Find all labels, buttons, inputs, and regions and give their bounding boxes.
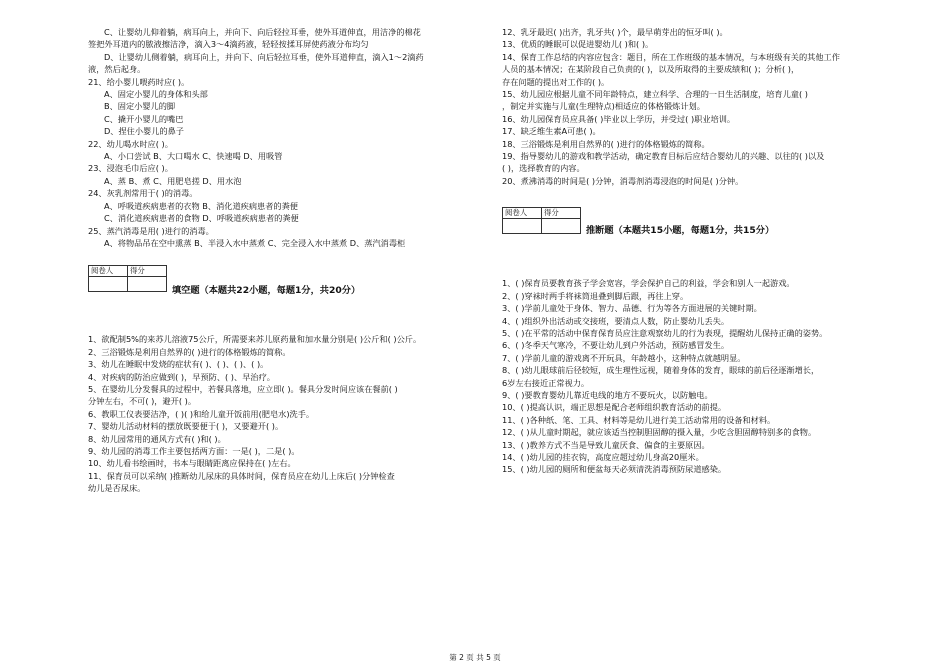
option-line: A、固定小婴儿的身体和头部 bbox=[104, 89, 208, 100]
right-bottom-lines bbox=[502, 277, 902, 476]
question-line: 13、( )教养方式不当是导致儿童厌食、偏食的主要原因。 bbox=[502, 439, 710, 450]
question-line: 24、灰乳剂常用于( )的消毒。 bbox=[88, 188, 198, 199]
score-box bbox=[502, 207, 581, 234]
option-line: D、捏住小婴儿的鼻子 bbox=[104, 126, 184, 137]
question-line: 2、三浴锻炼是利用自然界的( )进行的体格锻炼的简称。 bbox=[88, 346, 291, 357]
question-line: 7、( )学前儿童的游戏离不开玩具，年龄越小，这种特点就越明显。 bbox=[502, 352, 746, 363]
question-line: ( )，选择教育的内容。 bbox=[502, 163, 585, 174]
score-box-score-cell bbox=[542, 219, 581, 234]
fill-section-title: 填空题（本题共22小题，每题1分，共20分） bbox=[172, 285, 361, 297]
option-line: C、消化道疾病患者的食物 D、呼吸道疾病患者的粪便 bbox=[104, 213, 299, 224]
option-line: B、固定小婴儿的脚 bbox=[104, 101, 176, 112]
question-line: 16、幼儿园保育员应具备( )毕业以上学历，并受过( )职业培训。 bbox=[502, 113, 736, 124]
option-line: A、小口尝试 B、大口喝水 C、快速喝 D、用吸管 bbox=[104, 151, 283, 162]
score-box bbox=[88, 265, 167, 292]
question-line: 10、( )提高认识，端正思想是配合老师组织教育活动的前提。 bbox=[502, 402, 727, 413]
score-box-grader-label: 阅卷人 bbox=[503, 208, 542, 219]
question-line: 17、缺乏维生素A可患( )。 bbox=[502, 126, 601, 137]
score-box-score-label: 得分 bbox=[128, 266, 167, 277]
option-line: A、将物品吊在空中熏蒸 B、半浸入水中蒸煮 C、完全浸入水中蒸煮 D、蒸汽消毒柜 bbox=[104, 237, 406, 248]
question-line: 6岁左右接近正常视力。 bbox=[502, 377, 590, 388]
question-line: 存在问题的提出对工作的( )。 bbox=[502, 76, 610, 87]
left-bottom-lines bbox=[88, 333, 488, 494]
question-line: 7、婴幼儿活动材料的摆放既要便于( )，又要避开( )。 bbox=[88, 421, 284, 432]
question-line: 14、保育工作总结的内容应包含：题目，所在工作班级的基本情况，与本班级有关的其他工作 bbox=[502, 51, 840, 62]
question-line: 9、幼儿园的消毒工作主要包括两方面：一是( )，二是( )。 bbox=[88, 445, 300, 456]
question-line: 22、幼儿喝水时应( )。 bbox=[88, 138, 173, 149]
question-line: 人员的基本情况；在某阶段自己负责的( )，以及所取得的主要成绩和( )；分析( )， bbox=[502, 64, 800, 75]
question-line: ，制定并实施与儿童(生理特点)相适应的体格锻炼计划。 bbox=[502, 101, 705, 112]
question-line: 1、( )保育员要教育孩子学会宽容，学会保护自己的利益，学会和别人一起游戏。 bbox=[502, 278, 795, 289]
question-line: 5、在婴幼儿分发餐具的过程中，若餐具落地，应立即( )。餐具分发时间应该在餐前( ) bbox=[88, 383, 398, 394]
question-line: 4、( )组织外出活动或交接班，要清点人数，防止婴幼儿丢失。 bbox=[502, 315, 730, 326]
question-line: 3、幼儿在睡眠中发烧的症状有( )、( )、( )、( )。 bbox=[88, 359, 269, 370]
left-column bbox=[88, 0, 488, 495]
question-line: 12、( )从儿童时期起，就应该适当控制胆固醇的摄入量，少吃含胆固醇特别多的食物。 bbox=[502, 427, 817, 438]
text-line: C、让婴幼儿仰着躺，病耳向上，并向下、向后轻拉耳垂，使外耳道伸直，用洁净的棉花 bbox=[104, 27, 421, 37]
text-line: D、让婴幼儿侧着躺，病耳向上，并向下、向后轻拉耳垂，使外耳道伸直，滴入1～2滴药 bbox=[104, 51, 424, 62]
right-column bbox=[502, 0, 902, 476]
question-line: 6、教职工仪表要洁净，( )( )和给儿童开饭前用(肥皂水)洗手。 bbox=[88, 408, 315, 419]
question-line: 分钟左右，不可( )，避开( )。 bbox=[88, 396, 197, 407]
question-line: 9、( )要教育婴幼儿靠近电线的地方不要玩火，以防触电。 bbox=[502, 389, 713, 400]
option-line: A、呼吸道疾病患者的衣物 B、消化道疾病患者的粪便 bbox=[104, 200, 298, 211]
option-line: C、撬开小婴儿的嘴巴 bbox=[104, 113, 184, 124]
score-box-score-cell bbox=[128, 277, 167, 292]
left-top-lines bbox=[88, 0, 488, 249]
question-line: 25、蒸汽消毒是用( )进行的消毒。 bbox=[88, 225, 214, 236]
text-line: 液，然后起身。 bbox=[88, 64, 146, 75]
question-line: 21、给小婴儿喂药时应( )。 bbox=[88, 76, 190, 87]
judge-section-header bbox=[502, 207, 902, 247]
question-line: 11、( )各种纸、笔、工具、材料等是幼儿进行美工活动常用的设备和材料。 bbox=[502, 414, 776, 425]
question-line: 5、( )在平常的活动中保育保育员应注意观察幼儿的行为表现，提醒幼儿保持正确的姿势。 bbox=[502, 327, 828, 338]
right-top-lines bbox=[502, 0, 902, 187]
question-line: 10、幼儿看书绘画时，书本与眼睛距离应保持在( )左右。 bbox=[88, 458, 296, 469]
question-line: 1、欲配制5%的来苏儿溶液75公斤，所需要来苏儿原药量和加水量分别是( )公斤和( )公斤。 bbox=[88, 334, 422, 345]
fill-section-header bbox=[88, 265, 488, 305]
question-line: 15、幼儿园应根据儿童不同年龄特点，建立科学、合理的一日生活制度，培育儿童( ) bbox=[502, 89, 808, 100]
text-line: 签把外耳道内的脓液擦洁净，滴入3～4滴药液，轻轻按揉耳屏使药液分布均匀 bbox=[88, 39, 369, 50]
judge-section-title: 推断题（本题共15小题，每题1分，共15分） bbox=[586, 225, 775, 237]
option-line: A、蒸 B、煮 C、用肥皂搓 D、用水泡 bbox=[104, 175, 242, 186]
question-line: 8、幼儿园常用的通风方式有( )和( )。 bbox=[88, 433, 226, 444]
question-line: 8、( )幼儿眼球前后径较短，成生理性远视，随着身体的发育，眼球的前后径逐渐增长， bbox=[502, 365, 820, 376]
question-line: 13、优质的睡眠可以促进婴幼儿( )和( )。 bbox=[502, 39, 654, 50]
score-box-grader-cell bbox=[503, 219, 542, 234]
question-line: 幼儿是否尿床。 bbox=[88, 483, 146, 494]
score-box-grader-cell bbox=[89, 277, 128, 292]
question-line: 3、( )学前儿童处于身体、智力、品德、行为等各方面进展的关键时期。 bbox=[502, 303, 762, 314]
question-line: 14、( )幼儿园的挂衣钩，高度应超过幼儿身高20厘米。 bbox=[502, 451, 704, 462]
question-line: 23、浸泡毛巾后应( )。 bbox=[88, 163, 173, 174]
question-line: 2、( )穿袜时两手将袜筒退叠到脚后跟，再往上穿。 bbox=[502, 290, 689, 301]
question-line: 6、( )冬季天气寒冷，不要让幼儿到户外活动，预防感冒发生。 bbox=[502, 340, 730, 351]
question-line: 18、三浴锻炼是利用自然界的( )进行的体格锻炼的简称。 bbox=[502, 138, 710, 149]
question-line: 11、保育员可以采纳( )推断幼儿尿床的具体时间，保育员应在幼儿上床后( )分钟检查 bbox=[88, 470, 395, 481]
question-line: 15、( )幼儿园的厕所和便盆每天必须清洗消毒预防尿道感染。 bbox=[502, 464, 727, 475]
question-line: 19、指导婴幼儿的游戏和教学活动，确定教育目标后应结合婴幼儿的兴趣、以往的( )以及 bbox=[502, 151, 825, 162]
question-line: 20、煮沸消毒的时间是( )分钟，消毒剂消毒浸泡的时间是( )分钟。 bbox=[502, 175, 744, 186]
question-line: 4、对疾病的防治应做到( )，早预防、( )、早治疗。 bbox=[88, 371, 275, 382]
page-footer: 第 2 页 共 5 页 bbox=[449, 653, 501, 662]
score-box-grader-label: 阅卷人 bbox=[89, 266, 128, 277]
score-box-score-label: 得分 bbox=[542, 208, 581, 219]
question-line: 12、乳牙最迟( )出齐，乳牙共( )个，最早萌芽出的恒牙叫( )。 bbox=[502, 27, 728, 37]
